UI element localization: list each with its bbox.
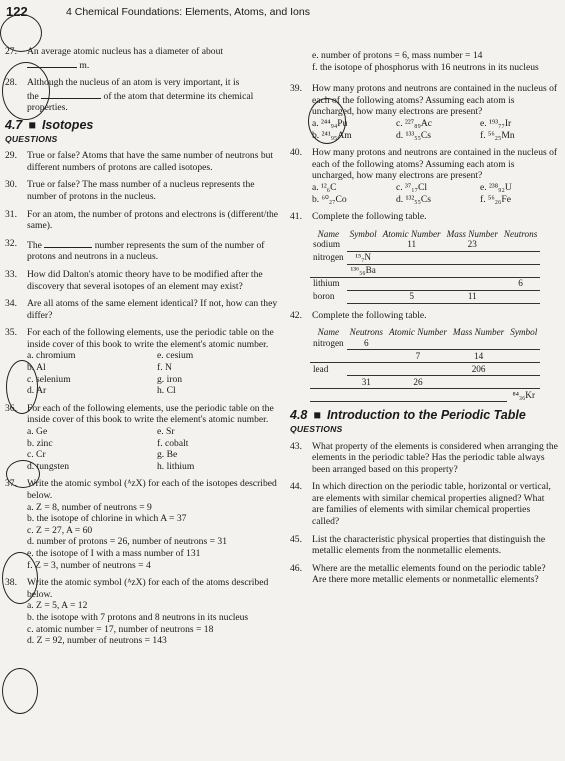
question-34: 34. Are all atoms of the same element identical? If not, how can they differ?: [5, 298, 278, 321]
question-38-continued: [290, 50, 558, 73]
question-46: 46. Where are the metallic elements found on the periodic table? Are there more metallic elements or nonmetallic elements?: [290, 562, 546, 586]
list-item: d. Ar: [27, 385, 47, 397]
question-37: 37. Write the atomic symbol (ᴬzX) for each of the isotopes described below. a. Z = 8, number of neutrons = 9 b. the isotope of chlorine in which A = 37 c. Z = 27, A = 60 d. number of protons = 26, number of neutrons = 31 e. the isotope of I with a mass number of 131 f. Z = 3, number of neutrons = 4: [5, 478, 281, 571]
list-item: f. ⁵⁶₂₅Mn: [480, 129, 515, 141]
table-row: sodium 11 23: [310, 239, 540, 252]
table-row: ¹³⁶₅₆Ba: [310, 264, 540, 277]
list-item: g. Be: [157, 449, 178, 461]
list-item: d. ¹³³₅₅Cs: [396, 129, 432, 141]
question-36: 36. For each of the following elements, use the periodic table on the inside cover of this book to write the element's atomic number. a. Ge e. Sr b. zinc f. cobalt c. Cr g. Be d. tungsten h. lithium: [5, 403, 281, 473]
answer-blank: [41, 89, 101, 99]
question-44: 44. In which direction on the periodic table, horizontal or vertical, are elements with similar chemical properties aligned? What are families of elements with similar chemical properties called?: [290, 481, 551, 528]
list-item: e. the isotope of I with a mass number of 131: [27, 547, 201, 559]
list-item: a. Z = 8, number of neutrons = 9: [27, 501, 152, 513]
list-item: h. lithium: [157, 460, 195, 472]
question-32: 32. The number represents the sum of the number of protons and neutrons in a nucleus.: [5, 237, 265, 263]
table-42: [310, 327, 540, 402]
list-item: c. ³⁷₁₇Cl: [396, 181, 428, 193]
table-row: nitrogen ¹⁵₇N: [310, 251, 540, 264]
list-item: a. Ge: [27, 426, 48, 438]
list-item: a. ¹²₆C: [312, 181, 337, 193]
table-row: boron 5 11: [310, 290, 540, 303]
question-33: 33. How did Dalton's atomic theory have to be modified after the discovery that several isotopes of an element may exist?: [5, 268, 263, 292]
question-29: 29. True or false? Atoms that have the same number of neutrons but different numbers of protons are called isotopes.: [5, 150, 274, 173]
table-row: 31 26: [310, 376, 540, 389]
list-item: a. ²⁴⁴₉₄Pu: [312, 117, 348, 129]
answer-blank: [27, 58, 77, 68]
list-item: b. the isotope of chlorine in which A = 37: [27, 513, 187, 525]
question-43: 43. What property of the elements is considered when arranging the elements in the periodic table? Has the periodic table always been arranged based on this property?: [290, 440, 558, 475]
table-row: lead 206: [310, 363, 540, 376]
question-45: 45. List the characteristic physical properties that distinguish the metallic elements from the nonmetallic elements.: [290, 533, 546, 557]
list-item: d. number of protons = 26, number of neutrons = 31: [27, 536, 228, 548]
running-header: [6, 4, 310, 24]
left-column: [5, 46, 281, 653]
question-38: 38. Write the atomic symbol (ᴬzX) for each of the atoms described below. a. Z = 5, A = 12 b. the isotope with 7 protons and 8 neutrons in its nucleus c. atomic number = 17, number of neutrons = 18 d. Z = 92, number of neutrons = 143: [5, 577, 281, 647]
questions-subheading: QUESTIONS: [290, 423, 343, 434]
list-item: f. ⁵⁶₂₆Fe: [480, 193, 511, 205]
list-item: f. cobalt: [157, 437, 189, 449]
pen-circle-mark: [2, 668, 38, 714]
list-item: f. the isotope of phosphorus with 16 neutrons in its nucleus: [312, 61, 539, 73]
list-item: c. Cr: [27, 449, 46, 461]
table-row: nitrogen 6: [310, 337, 540, 350]
section-heading-isotopes: 4.7 ■ Isotopes: [5, 117, 94, 132]
list-item: d. tungsten: [27, 460, 70, 472]
list-item: c. atomic number = 17, number of neutrons = 18: [27, 623, 214, 635]
list-item: g. iron: [157, 373, 183, 385]
section-heading-periodic-table: 4.8 ■ Introduction to the Periodic Table: [290, 408, 526, 423]
list-item: c. selenium: [27, 373, 71, 385]
table-row: 7 14: [310, 350, 540, 363]
list-item: e. Sr: [157, 426, 175, 438]
list-item: b. ⁶⁰₂₇Co: [312, 193, 347, 205]
list-item: e. ¹⁹³₇₇Ir: [480, 117, 512, 129]
table-header-row: Name Symbol Atomic Number Mass Number Neutrons: [317, 228, 538, 239]
question-35: 35. For each of the following elements, use the periodic table on the inside cover of this book to write the element's atomic number. a. chromium e. cesium b. Al f. N c. selenium g. iron d. Ar h. Cl: [5, 327, 281, 397]
page-number: 122: [6, 4, 28, 19]
answer-blank: [44, 238, 92, 248]
list-item: d. Z = 92, number of neutrons = 143: [27, 635, 167, 647]
list-item: b. ²⁴¹₉₅Am: [312, 129, 352, 141]
question-42: 42. Complete the following table.: [290, 309, 427, 321]
list-item: e. cesium: [157, 350, 194, 362]
list-item: a. Z = 5, A = 12: [27, 600, 88, 612]
question-41: 41. Complete the following table.: [290, 211, 427, 223]
list-item: a. chromium: [27, 350, 76, 362]
list-item: b. zinc: [27, 437, 53, 449]
chapter-title: 4 Chemical Foundations: Elements, Atoms, and Ions: [66, 6, 310, 18]
question-30: 30. True or false? The mass number of a nucleus represents the number of protons in the nucleus.: [5, 179, 255, 202]
table-41: [310, 229, 540, 304]
list-item: e. number of protons = 6, mass number = 14: [312, 50, 483, 61]
list-item: b. the isotope with 7 protons and 8 neutrons in its nucleus: [27, 611, 249, 623]
question-40: 40. How many protons and neutrons are contained in the nucleus of each of the following atoms? Assuming each atom is uncharged, how many electrons are present? a. ¹²₆C c. ³⁷₁₇Cl e. ²³⁸₉₂U b. ⁶⁰₂₇Co d. ¹³²₅₅Cs f. ⁵⁶₂₆Fe: [290, 147, 558, 205]
list-item: h. Cl: [157, 385, 176, 397]
list-item: c. ²²⁷₈₉Ac: [396, 117, 433, 129]
list-item: b. Al: [27, 362, 46, 374]
table-row: ⁸⁴₃₆Kr: [310, 389, 540, 402]
question-28: 28. Although the nucleus of an atom is very important, it is the of the atom that determine its chemical properties.: [5, 77, 254, 114]
table-header-row: Name Neutrons Atomic Number Mass Number Symbol: [317, 327, 538, 338]
list-item: d. ¹³²₅₅Cs: [396, 193, 432, 205]
list-item: c. Z = 27, A = 60: [27, 524, 93, 536]
questions-subheading: QUESTIONS: [5, 133, 58, 144]
list-item: f. N: [157, 362, 172, 374]
right-column: [290, 50, 558, 592]
question-31: 31. For an atom, the number of protons and electrons is (different/the same).: [5, 208, 279, 232]
question-27: 27. An average atomic nucleus has a diameter of about m.: [5, 46, 224, 71]
table-row: lithium 6: [310, 277, 540, 290]
list-item: f. Z = 3, number of neutrons = 4: [27, 559, 151, 571]
list-item: e. ²³⁸₉₂U: [480, 181, 512, 193]
question-39: 39. How many protons and neutrons are contained in the nucleus of each of the following atoms? Assuming each atom is uncharged, how many electrons are present? a. ²⁴⁴₉₄Pu c. ²²⁷₈₉Ac e. ¹⁹³₇₇Ir b. ²⁴¹₉₅Am d. ¹³³₅₅Cs f. ⁵⁶₂₅Mn: [290, 83, 558, 141]
